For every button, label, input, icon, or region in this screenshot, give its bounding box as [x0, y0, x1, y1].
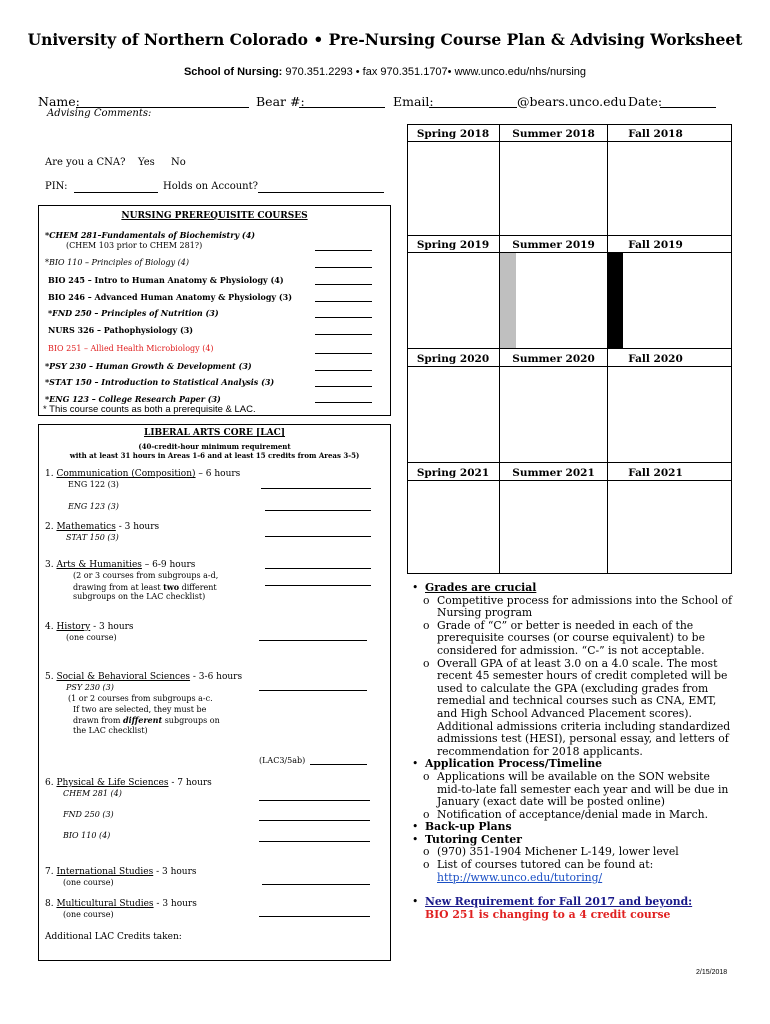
prereq-course: BIO 246 – Advanced Human Anatomy & Physiology (3)	[48, 292, 292, 302]
circle-bullet-icon: o	[423, 845, 430, 859]
prereq-blank[interactable]	[315, 267, 372, 268]
lac-blank[interactable]	[310, 764, 367, 765]
pin-label: PIN:	[45, 181, 68, 192]
lac-requirement: (40-credit-hour minimum requirement	[138, 442, 291, 451]
prereq-blank[interactable]	[315, 402, 372, 403]
prereq-heading: NURSING PREREQUISITE COURSES	[121, 211, 308, 221]
semester-header: Fall 2019	[628, 239, 683, 251]
prereq-course: *FND 250 – Principles of Nutrition (3)	[48, 308, 219, 318]
semester-header: Fall 2020	[628, 353, 683, 365]
fall-2019-blocked-cell	[608, 253, 623, 348]
semester-header: Summer 2019	[512, 239, 595, 251]
prereq-blank[interactable]	[315, 353, 372, 354]
lac-heading: LIBERAL ARTS CORE [LAC]	[143, 428, 286, 438]
lac-course: BIO 110 (4)	[63, 831, 111, 840]
lac-area-4: 4. History - 3 hours	[45, 622, 134, 632]
process-note: Notification of acceptance/denial made in March.	[437, 807, 709, 821]
grades-note: Grade of “C” or better is needed in each of the prerequisite courses (or course equivalent) to be considered for admission. “C-” is not acceptable.	[437, 618, 705, 657]
tutoring-heading: Tutoring Center	[425, 832, 522, 846]
lac-note: (one course)	[66, 633, 117, 642]
grades-note: Competitive process for admissions into the School of Nursing program	[437, 593, 732, 620]
lac-note: subgroups on the LAC checklist)	[73, 592, 206, 601]
tutoring-note: List of courses tutored can be found at:	[437, 858, 654, 872]
cna-yes[interactable]: Yes	[138, 157, 155, 168]
school-label: School of Nursing:	[183, 66, 283, 78]
lac-note: If two are selected, they must be	[73, 705, 207, 714]
prereq-blank[interactable]	[315, 250, 372, 251]
new-requirement-detail: BIO 251 is changing to a 4 credit course	[425, 907, 671, 921]
bullet-icon: •	[412, 820, 419, 834]
semester-header: Summer 2021	[512, 467, 595, 479]
cna-no[interactable]: No	[171, 157, 186, 168]
process-note: Applications will be available on the SON website mid-to-late fall semester each year and will be due in January (exact date will be posted online)	[437, 769, 729, 809]
bullet-icon: •	[412, 757, 419, 771]
pin-field[interactable]	[74, 192, 158, 193]
additional-lac-label: Additional LAC Credits taken:	[45, 932, 182, 942]
circle-bullet-icon: o	[423, 769, 430, 783]
email-field[interactable]	[429, 107, 517, 108]
date-label: Date:	[628, 94, 663, 109]
grades-heading: Grades are crucial	[425, 581, 537, 594]
lac-blank[interactable]	[259, 820, 370, 821]
lac-blank[interactable]	[259, 690, 367, 691]
prereq-blank[interactable]	[315, 284, 372, 285]
bear-field[interactable]	[299, 107, 385, 108]
lac-area-6: 6. Physical & Life Sciences - 7 hours	[45, 778, 212, 788]
prereq-course: *STAT 150 – Introduction to Statistical Analysis (3)	[45, 377, 275, 387]
school-contact	[0, 66, 770, 78]
prereq-course: *BIO 110 – Principles of Biology (4)	[45, 258, 189, 267]
lac-course: PSY 230 (3)	[66, 683, 114, 692]
circle-bullet-icon: o	[423, 618, 430, 632]
cna-question: Are you a CNA?	[45, 157, 126, 168]
lac-area-3: 3. Arts & Humanities – 6-9 hours	[45, 560, 196, 570]
prereq-course: *PSY 230 – Human Growth & Development (3)	[45, 361, 252, 371]
prereq-course: NURS 326 – Pathophysiology (3)	[48, 325, 194, 335]
prereq-blank[interactable]	[315, 317, 372, 318]
lac-note: the LAC checklist)	[73, 726, 148, 735]
bullet-icon: •	[412, 895, 419, 909]
prereq-course: BIO 245 – Intro to Human Anatomy & Physiology (4)	[48, 275, 284, 285]
summer-2019-shaded-cell	[500, 253, 516, 348]
lac-blank[interactable]	[265, 536, 371, 537]
lac-blank[interactable]	[265, 510, 371, 511]
lac-blank[interactable]	[265, 585, 371, 586]
page-title: University of Northern Colorado • Pre-Nursing Course Plan & Advising Worksheet	[27, 30, 743, 49]
holds-field[interactable]	[258, 192, 384, 193]
lac-area-2: 2. Mathematics - 3 hours	[45, 522, 160, 532]
course-plan-grid	[407, 124, 732, 574]
notes-grades	[412, 582, 732, 921]
lac-note: (2 or 3 courses from subgroups a-d,	[73, 571, 219, 580]
lac-blank[interactable]	[261, 488, 371, 489]
semester-header: Summer 2020	[512, 353, 595, 365]
prereq-course: *ENG 123 – College Research Paper (3)	[45, 394, 221, 404]
semester-header: Spring 2021	[416, 467, 490, 479]
prereq-blank[interactable]	[315, 370, 372, 371]
lac-blank[interactable]	[259, 841, 370, 842]
semester-header: Spring 2020	[416, 353, 490, 365]
new-requirement-heading: New Requirement for Fall 2017 and beyond:	[425, 895, 693, 909]
bullet-icon: •	[412, 832, 419, 846]
grades-note: Overall GPA of at least 3.0 on a 4.0 scale. The most recent 45 semester hours of credit completed will be used to calculate the GPA (excluding grades from remedial and technical courses such as CNA, EMT, and High School Advanced Placement scores). Additional admissions criteria including standardized admissions test (HESI), personal essay, and letters of recommendation for 2018 applicants.	[437, 656, 731, 758]
semester-header: Summer 2018	[512, 128, 595, 140]
school-info: 970.351.2293 • fax 970.351.1707• www.unco.edu/nhs/nursing	[282, 66, 587, 78]
prereq-blank[interactable]	[315, 386, 372, 387]
circle-bullet-icon: o	[423, 858, 430, 872]
email-domain: @bears.unco.edu	[517, 94, 627, 109]
lac3-5ab-label: (LAC3/5ab)	[259, 756, 306, 765]
prereq-blank[interactable]	[315, 334, 372, 335]
prereq-course-note: (CHEM 103 prior to CHEM 281?)	[66, 241, 203, 250]
lac-course: STAT 150 (3)	[66, 533, 119, 542]
lac-note: (one course)	[63, 878, 114, 887]
prereq-footnote: * This course counts as both a prerequisite & LAC.	[43, 404, 256, 415]
prereq-course: *CHEM 281–Fundamentals of Biochemistry (4)	[45, 230, 256, 240]
backup-heading: Back-up Plans	[425, 820, 512, 834]
lac-course: FND 250 (3)	[63, 810, 114, 819]
lac-blank[interactable]	[259, 916, 370, 917]
lac-note: (one course)	[63, 910, 114, 919]
lac-course: ENG 123 (3)	[68, 502, 119, 511]
revision-date: 2/15/2018	[696, 969, 728, 976]
email-label: Email:	[393, 94, 434, 109]
lac-note: drawn from different subgroups on	[73, 715, 220, 725]
tutoring-link[interactable]: http://www.unco.edu/tutoring/	[437, 870, 603, 884]
circle-bullet-icon: o	[423, 593, 430, 607]
semester-header: Fall 2021	[628, 467, 683, 479]
name-label: Name:	[38, 94, 80, 109]
bullet-icon: •	[412, 581, 419, 594]
lac-course: CHEM 281 (4)	[63, 789, 122, 798]
bear-label: Bear #:	[256, 94, 305, 109]
semester-header: Spring 2019	[416, 239, 490, 251]
advising-comments-label: Advising Comments:	[47, 108, 152, 119]
prereq-blank[interactable]	[315, 301, 372, 302]
lac-blank[interactable]	[259, 640, 367, 641]
holds-label: Holds on Account?	[163, 181, 258, 192]
lac-note: (1 or 2 courses from subgroups a-c.	[68, 694, 213, 703]
lac-area-7: 7. International Studies - 3 hours	[45, 867, 197, 877]
lac-course: ENG 122 (3)	[68, 480, 119, 489]
lac-note: drawing from at least two different	[73, 582, 217, 592]
lac-blank[interactable]	[265, 568, 371, 569]
tutoring-note: (970) 351-1904 Michener L-149, lower level	[437, 845, 679, 859]
semester-header: Spring 2018	[416, 128, 490, 140]
process-heading: Application Process/Timeline	[425, 757, 603, 771]
date-field[interactable]	[660, 107, 716, 108]
circle-bullet-icon: o	[423, 807, 430, 821]
prereq-course-bio251: BIO 251 – Allied Health Microbiology (4)	[48, 344, 214, 353]
lac-area-1: 1. Communication (Composition) – 6 hours	[45, 469, 241, 479]
circle-bullet-icon: o	[423, 656, 430, 670]
lac-area-8: 8. Multicultural Studies - 3 hours	[45, 899, 197, 909]
lac-blank[interactable]	[259, 800, 370, 801]
lac-area-5: 5. Social & Behavioral Sciences - 3-6 hours	[45, 672, 243, 682]
lac-requirement: with at least 31 hours in Areas 1-6 and at least 15 credits from Areas 3-5)	[69, 451, 360, 460]
lac-blank[interactable]	[262, 884, 370, 885]
semester-header: Fall 2018	[628, 128, 683, 140]
